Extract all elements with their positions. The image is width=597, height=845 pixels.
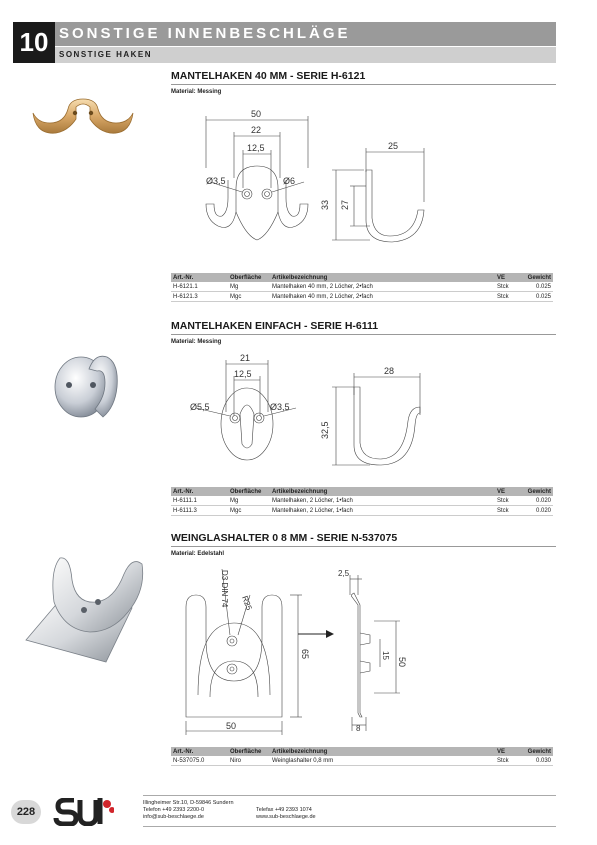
cell-weight: 0.020 <box>519 496 553 506</box>
dim-holes-span: 22 <box>251 125 262 135</box>
cell-surface: Niro <box>228 756 270 766</box>
section-divider <box>171 546 556 547</box>
cell-ve: Stck <box>495 506 519 516</box>
product-photo-single-hook <box>45 345 125 425</box>
dim-height: 33 <box>320 199 330 210</box>
company-logo <box>52 798 114 826</box>
cell-art: H-6111.1 <box>171 496 228 506</box>
cell-desc: Mantelhaken, 2 Löcher, 1•fach <box>270 506 495 516</box>
col-desc: Artikelbezeichnung <box>270 487 495 496</box>
cell-desc: Mantelhaken, 2 Löcher, 1•fach <box>270 496 495 506</box>
chapter-subtitle: SONSTIGE HAKEN <box>55 47 556 63</box>
footer-fax: Telefax +49 2393 1074 <box>256 807 312 813</box>
cell-surface: Mg <box>228 282 270 292</box>
dim-height: 32,5 <box>320 421 330 439</box>
cell-art: H-6121.3 <box>171 292 228 302</box>
cell-ve: Stck <box>495 282 519 292</box>
dim-thickness: 2,5 <box>338 569 350 578</box>
product-photo-wine-glass-holder <box>20 550 150 675</box>
cell-weight: 0.020 <box>519 506 553 516</box>
cell-desc: Weinglashalter 0,8 mm <box>270 756 495 766</box>
cell-ve: Stck <box>495 756 519 766</box>
cell-desc: Mantelhaken 40 mm, 2 Löcher, 2•fach <box>270 292 495 302</box>
dim-height-15: 15 <box>381 651 390 660</box>
footer-divider-top <box>143 795 556 796</box>
dim-width: 21 <box>240 353 251 363</box>
table-header-row <box>171 273 553 282</box>
technical-drawing-front-single-hook <box>190 352 302 472</box>
article-table <box>171 273 553 302</box>
footer-address: Illingheimer Str.10, D-59846 Sundern <box>143 800 234 806</box>
material-label: Material: Edelstahl <box>171 551 225 557</box>
col-weight: Gewicht <box>519 273 553 282</box>
dim-depth: 28 <box>384 366 395 376</box>
col-desc: Artikelbezeichnung <box>270 273 495 282</box>
cell-weight: 0.030 <box>519 756 553 766</box>
technical-drawing-side-single-hook <box>320 365 430 475</box>
col-desc: Artikelbezeichnung <box>270 747 495 756</box>
cell-desc: Mantelhaken 40 mm, 2 Löcher, 2•fach <box>270 282 495 292</box>
col-surface: Oberfläche <box>228 747 270 756</box>
dim-depth: 25 <box>388 141 399 151</box>
cell-art: N-537075.0 <box>171 756 228 766</box>
dim-inner: 12,5 <box>234 369 252 379</box>
dim-radius: R25 <box>240 594 254 612</box>
dim-hole-a: Ø3,5 <box>206 176 226 186</box>
footer-email[interactable]: info@sub-beschlaege.de <box>143 814 204 820</box>
col-ve: VE <box>495 487 519 496</box>
table-row <box>171 506 553 516</box>
section-title: WEINGLASHALTER 0 8 MM - SERIE N-537075 <box>171 532 398 544</box>
table-header-row <box>171 747 553 756</box>
dim-din: D3 DIN 74 <box>220 570 229 608</box>
dim-width: 50 <box>226 721 237 731</box>
cell-surface: Mgc <box>228 506 270 516</box>
technical-drawing-front-double-hook <box>196 108 321 248</box>
dim-inner-height: 27 <box>340 199 350 210</box>
section-divider <box>171 84 556 85</box>
chapter-number: 10 <box>13 22 55 63</box>
table-row <box>171 496 553 506</box>
section-title: MANTELHAKEN 40 MM - SERIE H-6121 <box>171 70 366 82</box>
dim-depth-8: 8 <box>356 724 361 733</box>
cell-ve: Stck <box>495 292 519 302</box>
col-weight: Gewicht <box>519 487 553 496</box>
footer-divider-bottom <box>143 826 556 827</box>
product-photo-double-hook <box>28 93 138 153</box>
cell-ve: Stck <box>495 496 519 506</box>
dim-height-50: 50 <box>397 657 407 668</box>
col-surface: Oberfläche <box>228 487 270 496</box>
col-art: Art.-Nr. <box>171 747 228 756</box>
col-ve: VE <box>495 273 519 282</box>
article-table <box>171 487 553 516</box>
dim-inner: 12,5 <box>247 143 265 153</box>
table-row <box>171 292 553 302</box>
footer-phone: Telefon +49 2393 2200-0 <box>143 807 205 813</box>
col-surface: Oberfläche <box>228 273 270 282</box>
section-divider <box>171 334 556 335</box>
footer-contact-block <box>256 807 316 821</box>
cell-art: H-6121.1 <box>171 282 228 292</box>
material-label: Material: Messing <box>171 339 222 345</box>
cell-weight: 0.025 <box>519 282 553 292</box>
cell-surface: Mgc <box>228 292 270 302</box>
cell-surface: Mg <box>228 496 270 506</box>
col-weight: Gewicht <box>519 747 553 756</box>
table-row <box>171 756 553 766</box>
table-header-row <box>171 487 553 496</box>
dim-hole-b: Ø6 <box>283 176 296 186</box>
footer-address-block <box>143 800 234 821</box>
material-label: Material: Messing <box>171 89 222 95</box>
table-row <box>171 282 553 292</box>
cell-weight: 0.025 <box>519 292 553 302</box>
chapter-title: SONSTIGE INNENBESCHLÄGE <box>55 22 556 46</box>
page-number: 228 <box>11 800 41 824</box>
technical-drawing-side-double-hook <box>320 140 430 245</box>
footer-web[interactable]: www.sub-beschlaege.de <box>256 814 316 820</box>
col-art: Art.-Nr. <box>171 487 228 496</box>
col-art: Art.-Nr. <box>171 273 228 282</box>
technical-drawing-side-wine-glass-holder <box>330 565 410 735</box>
section-title: MANTELHAKEN EINFACH - SERIE H-6111 <box>171 320 379 332</box>
cell-art: H-6111.3 <box>171 506 228 516</box>
dim-height: 65 <box>300 649 310 660</box>
dim-width: 50 <box>251 109 262 119</box>
dim-hole-b: Ø3,5 <box>270 402 290 412</box>
dim-hole-a: Ø5,5 <box>190 402 210 412</box>
col-ve: VE <box>495 747 519 756</box>
article-table <box>171 747 553 766</box>
technical-drawing-front-wine-glass-holder <box>180 565 320 740</box>
